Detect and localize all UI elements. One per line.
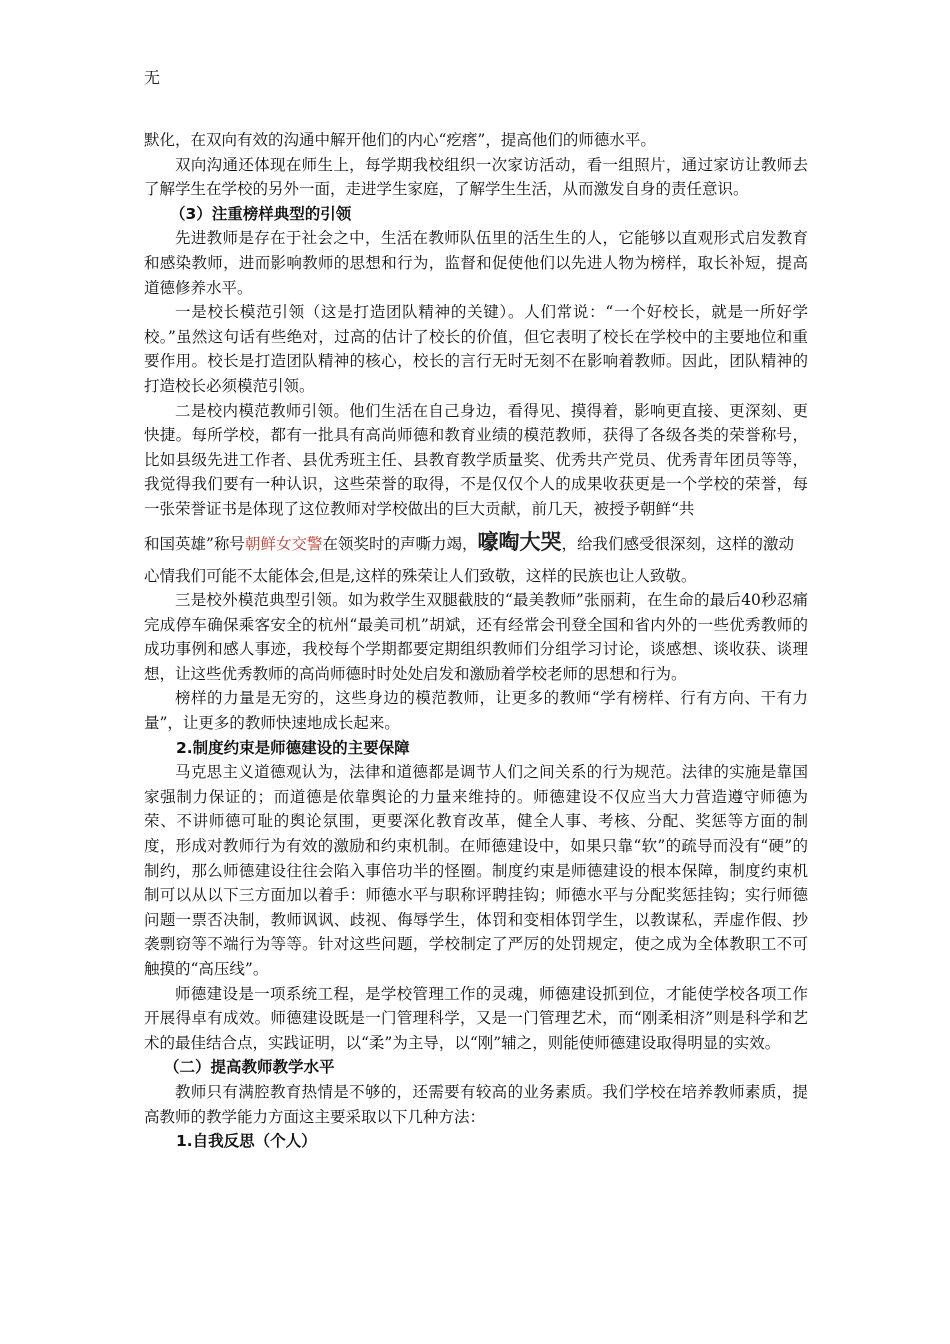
highlighted-red-text: 朝鲜女交警 — [244, 534, 323, 553]
paragraph-school-model-part1: 二是校内模范教师引领。他们生活在自己身边，看得见、摸得着，影响更直接、更深刻、更快捷。每所学校，都有一批具有高尚师德和教育业绩的模范教师，获得了各级各类的荣誉称号，比如县级先进工作者、县优秀班主任、县教育教学质量奖、优秀共产党员、优秀青年团员等等，我觉得我们要有一种认识，这些荣誉的取得，不是仅仅个人的成果收获更是一个学校的荣誉，每一张荣誉证书是体现了这位教师对学校做出的巨大贡献，前几天，被授予朝鲜“共 — [144, 401, 808, 518]
subheading-role-model: （3）注重榜样典型的引领 — [170, 204, 352, 223]
tall-line — [144, 522, 808, 564]
subheading-self-reflection: 1.自我反思（个人） — [176, 1132, 317, 1151]
paragraph-principal-model: 一是校长模范引领（这是打造团队精神的关键）。人们常说：“一个好校长，就是一所好学校。”虽然这句话有些绝对，过高的估计了校长的价值，但它表明了校长在学校中的主要地位和重要作用。校长是打造团队精神的核心，校长的言行无时无刻不在影响着教师。因此，团队精神的打造校长必须模范引领。 — [144, 303, 808, 395]
paragraph-external-model: 三是校外模范典型引领。如为救学生双腿截肢的“最美教师”张丽莉，在生命的最后40秒忍痛完成停车确保乘客安全的杭州“最美司机”胡斌，还有经常会刊登全国和省内外的一些优秀教师的成功事例和感人事迹，我校每个学期都要定期组织教师们分组学习讨论，谈感想、谈收获、谈理想，让这些优秀教师的高尚师德时时处处启发和激励着学校老师的思想和行为。 — [144, 591, 808, 683]
large-emphasis-text: 嚎啕大哭 — [477, 529, 562, 554]
section-heading-teaching-level: （二）提高教师教学水平 — [164, 1058, 335, 1077]
paragraph-advanced-teachers: 先进教师是存在于社会之中，生活在教师队伍里的活生生的人，它能够以直观形式启发教育和感染教师，进而影响教师的思想和行为，监督和促使他们以先进人物为榜样，取长补短，提高道德修养水平。 — [144, 229, 808, 297]
subheading-institutional-constraint: 2.制度约束是师德建设的主要保障 — [176, 738, 410, 757]
paragraph-home-visit: 双向沟通还体现在师生上，每学期我校组织一次家访活动，看一组照片，通过家访让教师去了解学生在学校的另外一面，走进学生家庭，了解学生生活，从而激发自身的责任意识。 — [144, 155, 808, 199]
paragraph-marxist-ethics: 马克思主义道德观认为，法律和道德都是调节人们之间关系的行为规范。法律的实施是靠国家强制力保证的；而道德是依靠舆论的力量来维持的。师德建设不仅应当大力营造遵守师德为荣、不讲师德可耻的舆论氛围，更要深化教育改革，健全人事、考核、分配、奖惩等方面的制度，形成对教师行为有效的激励和约束机制。在师德建设中，如果只靠“软”的疏导而没有“硬”的制约，那么师德建设往往会陷入事倍功半的怪圈。制度约束是师德建设的根本保障，制度约束机制可以从以下三方面加以着手：师德水平与职称评聘挂钩；师德水平与分配奖惩挂钩；实行师德问题一票否决制，教师讽讽、歧视、侮辱学生，体罚和变相体罚学生，以教谋私，弄虚作假、抄袭剽窃等不端行为等等。针对这些问题，学校制定了严厉的处罚规定，使之成为全体教职工不可触摸的“高压线”。 — [144, 763, 808, 978]
text-fragment: ，给我们感受很深刻，这样的激动 — [561, 534, 794, 553]
paragraph-school-model-part3: 心情我们可能不太能体会,但是,这样的殊荣让人们致敬，这样的民族也让人致敬。 — [144, 566, 697, 585]
paragraph-system-engineering: 师德建设是一项系统工程，是学校管理工作的灵魂，师德建设抓到位，才能使学校各项工作开展得卓有成效。师德建设既是一门管理科学，又是一门管理艺术，而“刚柔相济”则是科学和艺术的最佳结合点，实践证明，以“柔”为主导，以“刚”辅之，则能使师德建设取得明显的实效。 — [144, 984, 808, 1052]
text-fragment: 和国英雄”称号 — [144, 534, 245, 553]
paragraph-continuation: 默化，在双向有效的沟通中解开他们的内心“疙瘩”，提高他们的师德水平。 — [144, 131, 656, 149]
paragraph-school-model — [144, 399, 808, 589]
text-fragment: 在领奖时的声嘶力竭， — [322, 534, 478, 553]
paragraph-power-of-example: 榜样的力量是无穷的，这些身边的模范教师，让更多的教师“学有榜样、行有方向、干有力量”，让更多的教师快速地成长起来。 — [144, 689, 808, 733]
paragraph-school-model-part2 — [144, 522, 808, 564]
document-body — [144, 128, 808, 1154]
paragraph-teacher-quality: 教师只有满腔教育热情是不够的，还需要有较高的业务素质。我们学校在培养教师素质，提高教师的教学能力方面这主要采取以下几种方法： — [144, 1082, 808, 1126]
page-header: 无 — [144, 68, 161, 87]
